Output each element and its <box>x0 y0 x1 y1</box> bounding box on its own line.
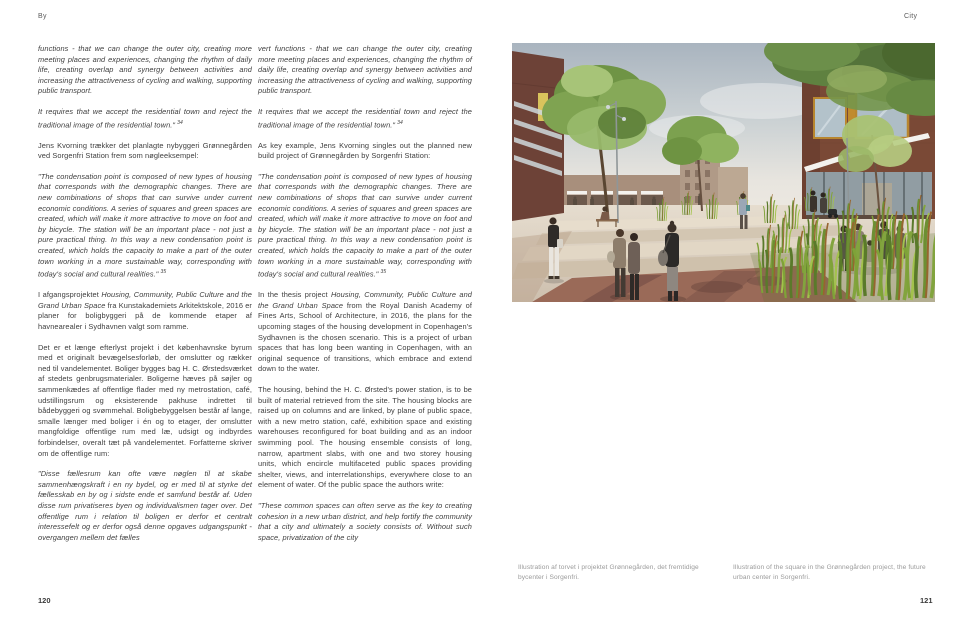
paragraph-lead-in: As key example, Jens Kvorning singles out the planned new build project of Grønnegården by Sorgenfri Station: <box>258 140 472 161</box>
paragraph-thesis <box>38 290 252 332</box>
left-brick-building <box>512 51 564 221</box>
text-run: I afgangsprojektet <box>38 290 102 300</box>
text-run: In the thesis project <box>258 290 331 300</box>
english-text-column <box>258 44 472 553</box>
paragraph-quote <box>38 172 252 280</box>
footnote-ref: 34 <box>177 119 183 126</box>
paragraph-project: Det er et længe efterlyst projekt i det københavnske byrum med et originalt bevægelsesforløb, der omslutter og rækker ned til vandelementet. Boliger bygges bag H. C. Ørstedsværket af stedets genbrugsmaterialer. Boligerne hæves på søjler og sammenkædes af offentlige flader med ny metrostation, café, udstillingsrum og eksisterende pakhuse indrettet til bådebyggeri og svømmehal. Boligbebyggelsen består af lange, smalle længer med boliger i én og to etager, der omslutter mangfoldige offentlige rum med læ, udsigt og indbyrdes forbindelser, overalt tæt på vandelementet. Forfatterne skriver om de offentlige rum: <box>38 342 252 458</box>
running-header-left: By <box>38 13 47 20</box>
caption-danish: Illustration af torvet i projektet Grønnegården, det fremtidige bycenter i Sorgenfri. <box>518 564 699 581</box>
quote-text: It requires that we accept the residential town and reject the traditional image of the residential town." <box>38 106 252 130</box>
running-header-right: City <box>904 13 918 20</box>
page-number-right: 121 <box>920 596 933 605</box>
paragraph-quote: "Disse fællesrum kan ofte være nøglen til at skabe sammenhængskraft i en ny bydel, og er med til at styrke det fællesskab en by og i sidste ende et samfund består af. Uden disse rum privatiseres byen og individualismen tager over. Det offentlige rum i relation til boligen er derfor et centralt interessefelt og er derfor også denne opgaves udgangspunkt - overgangen mellem det fælles <box>38 469 252 542</box>
page-number-left: 120 <box>38 596 51 605</box>
paragraph-quote <box>38 107 252 131</box>
rendering-svg <box>512 43 935 302</box>
paragraph-quote-continued: functions - that we can change the outer city, creating more meeting places and experiences, changing the rhythm of daily life, creating overlap and synergy between activities and increasing the attractiveness of cycling and walking, supporting public transport. <box>38 44 252 96</box>
text-run: from the Royal Danish Academy of Fines Arts, School of Architecture, in 2016, the plans for the upcoming stages of the housing development in Copenhagen's Sydhavnen is the chosen scenario. This is a project of urban spaces that has long been wanting in Copenhagen, with an original sequence of transitions, which embrace and extend down to the water. <box>258 300 472 374</box>
paragraph-lead-in: Jens Kvorning trækker det planlagte nybyggeri Grønnegården ved Sorgenfri Station frem som nøgleeksempel: <box>38 140 252 161</box>
caption-english: Illustration of the square in the Grønnegården project, the future urban center in Sorgenfri. <box>733 564 926 581</box>
paragraph-quote <box>258 172 472 280</box>
paragraph-project: The housing, behind the H. C. Ørsted's power station, is to be built of material retrieved from the site. The housing blocks are raised up on columns and are linked, by plane of public space, with a new metro station, café, exhibition space and existing warehouses reconfigured for boat building and as an indoor swimming pool. The housing ensemble consists of long, narrow, apartment slabs, with one and two storey housing units, which encircle multifaceted public spaces providing shelter, views, and interrelationships, everywhere close to an element of water. Of the public space the authors write: <box>258 384 472 490</box>
quote-text: "The condensation point is composed of new types of housing that corresponds with the demographic changes. There are new combinations of shops that can survive under current economic conditions. A series of squares and green spaces are created, which will make it more attractive to move on foot and by bicycle. The station will be an important place - not just a pure practical thing. In this way a new condensation point is created, which holds the capacity to make a part of the outer town working in a more sustainable way, corresponding with today's social and cultural realities." <box>258 171 472 279</box>
danish-text-column <box>38 44 252 553</box>
quote-text: It requires that we accept the residential town and reject the traditional image of the residential town." <box>258 106 472 130</box>
paragraph-quote: "These common spaces can often serve as the key to creating cohesion in a new urban district, and help fortify the community that a city and ultimately a society consists of. Without such space, privatization of the city <box>258 500 472 542</box>
footnote-ref: 34 <box>397 119 403 126</box>
illustration-rendering <box>512 43 935 302</box>
work-title: Housing, Community, Public Culture and the Grand Urban Space <box>38 290 252 310</box>
quote-text: "The condensation point is composed of new types of housing that corresponds with the demographic changes. There are new combinations of shops that can survive under current economic conditions. A series of squares and green spaces are created, which will make it more attractive to move on foot and by bicycle. The station will be an important place - not just a pure practical thing. In this way a new condensation point is created, which holds the capacity to make a part of the outer town working in a more sustainable way, corresponding with today's social and cultural realities." <box>38 171 252 279</box>
work-title: Housing, Community, Public Culture and the Grand Urban Space <box>258 290 472 310</box>
paragraph-quote <box>258 107 472 131</box>
footnote-ref: 35 <box>380 269 387 276</box>
paragraph-thesis <box>258 290 472 375</box>
footnote-ref: 35 <box>160 269 167 276</box>
paragraph-quote-continued: vert functions - that we can change the outer city, creating more meeting places and experiences, changing the rhythm of daily life, creating overlap and synergy between activities and increasing the attractiveness of cycling and walking, supporting public transport. <box>258 44 472 96</box>
text-run: fra Kunstakademiets Arkitektskole, 2016 er planer for boligbyggeri på de kommende etaper af havnearealer i Sydhavnen valgt som ramme. <box>38 300 252 331</box>
